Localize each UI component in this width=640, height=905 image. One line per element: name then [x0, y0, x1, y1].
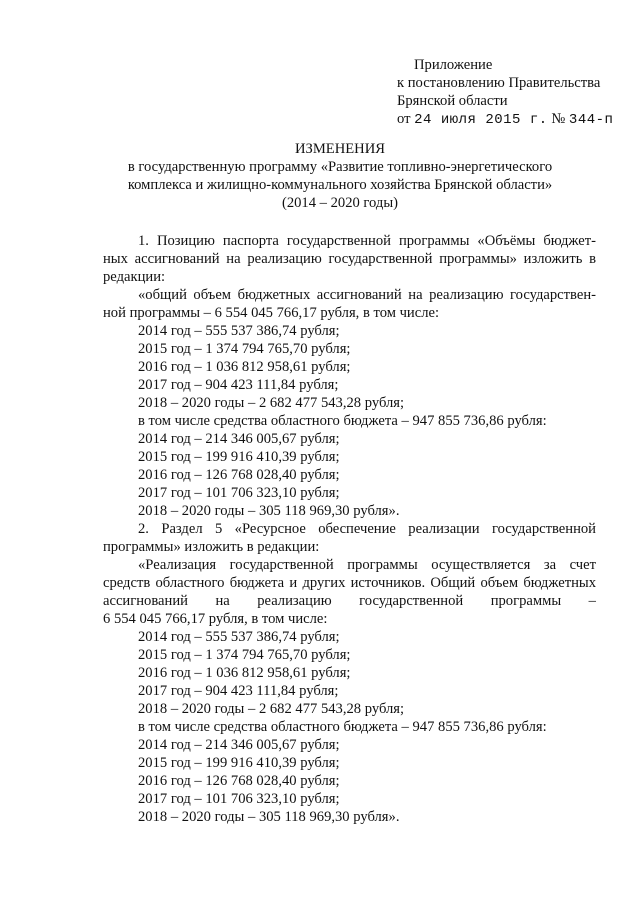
appendix-resolution: к постановлению Правительства — [397, 75, 601, 91]
section1-intro-line2: ных ассигнований на реализацию государственной программы» изложить в — [103, 251, 596, 267]
section2-regional-total: в том числе средства областного бюджета – 947 855 736,86 рубля: — [138, 719, 547, 735]
word: реализацию — [257, 593, 332, 609]
list-item: 2014 год – 555 537 386,74 рубля; — [138, 323, 340, 339]
word: ассигнований — [103, 593, 188, 609]
title-line-3: (2014 – 2020 годы) — [281, 195, 399, 211]
section2-quote-line2: средств областного бюджета и других источников. Общий объем бюджетных — [103, 575, 596, 591]
list-item: 2016 год – 126 768 028,40 рубля; — [138, 773, 340, 789]
word: на — [215, 593, 230, 609]
list-item: 2017 год – 101 706 323,10 рубля; — [138, 791, 340, 807]
list-item: 2016 год – 1 036 812 958,61 рубля; — [138, 665, 351, 681]
date-value: 24 июля 2015 г. — [414, 112, 548, 128]
number-value: 344-п — [568, 112, 614, 128]
appendix-label: Приложение — [414, 57, 493, 73]
section1-quote-line2: ной программы – 6 554 045 766,17 рубля, в том числе: — [103, 305, 440, 321]
list-item: 2018 – 2020 годы – 305 118 969,30 рубля». — [138, 809, 400, 825]
appendix-region: Брянской области — [397, 93, 508, 109]
section2-intro-line2: программы» изложить в редакции: — [103, 539, 320, 555]
section1-intro-line3: редакции: — [103, 269, 166, 285]
list-item: 2014 год – 555 537 386,74 рубля; — [138, 629, 340, 645]
section1-quote-line1: «общий объем бюджетных ассигнований на реализацию государствен- — [138, 287, 596, 303]
word: – — [588, 593, 596, 609]
word: программы — [490, 593, 562, 609]
list-item: 2015 год – 199 916 410,39 рубля; — [138, 755, 340, 771]
list-item: 2015 год – 199 916 410,39 рубля; — [138, 449, 340, 465]
section1-regional-total: в том числе средства областного бюджета – 947 855 736,86 рубля: — [138, 413, 547, 429]
list-item: 2014 год – 214 346 005,67 рубля; — [138, 431, 340, 447]
appendix-date-line — [397, 110, 613, 129]
list-item: 2018 – 2020 годы – 305 118 969,30 рубля». — [138, 503, 400, 519]
section2-intro-line1: 2. Раздел 5 «Ресурсное обеспечение реализации государственной — [138, 521, 596, 537]
list-item: 2016 год – 1 036 812 958,61 рубля; — [138, 359, 351, 375]
list-item: 2017 год – 904 423 111,84 рубля; — [138, 683, 339, 699]
number-prefix: № — [551, 111, 566, 127]
list-item: 2017 год – 904 423 111,84 рубля; — [138, 377, 339, 393]
list-item: 2014 год – 214 346 005,67 рубля; — [138, 737, 340, 753]
document-heading: ИЗМЕНЕНИЯ — [294, 141, 385, 157]
list-item: 2017 год – 101 706 323,10 рубля; — [138, 485, 340, 501]
title-line-1: в государственную программу «Развитие топливно-энергетического — [127, 159, 553, 175]
word: государственной — [359, 593, 464, 609]
list-item: 2018 – 2020 годы – 2 682 477 543,28 рубля; — [138, 701, 405, 717]
date-prefix: от — [397, 111, 411, 127]
list-item: 2016 год – 126 768 028,40 рубля; — [138, 467, 340, 483]
title-line-2: комплекса и жилищно-коммунального хозяйства Брянской области» — [127, 177, 553, 193]
section1-intro-line1: 1. Позицию паспорта государственной программы «Объёмы бюджет- — [138, 233, 596, 249]
section2-quote-line3 — [103, 592, 596, 610]
section2-quote-line1: «Реализация государственной программы осуществляется за счет — [138, 557, 596, 573]
section2-quote-line4: 6 554 045 766,17 рубля, в том числе: — [103, 611, 328, 627]
list-item: 2015 год – 1 374 794 765,70 рубля; — [138, 341, 351, 357]
list-item: 2015 год – 1 374 794 765,70 рубля; — [138, 647, 351, 663]
list-item: 2018 – 2020 годы – 2 682 477 543,28 рубля; — [138, 395, 405, 411]
